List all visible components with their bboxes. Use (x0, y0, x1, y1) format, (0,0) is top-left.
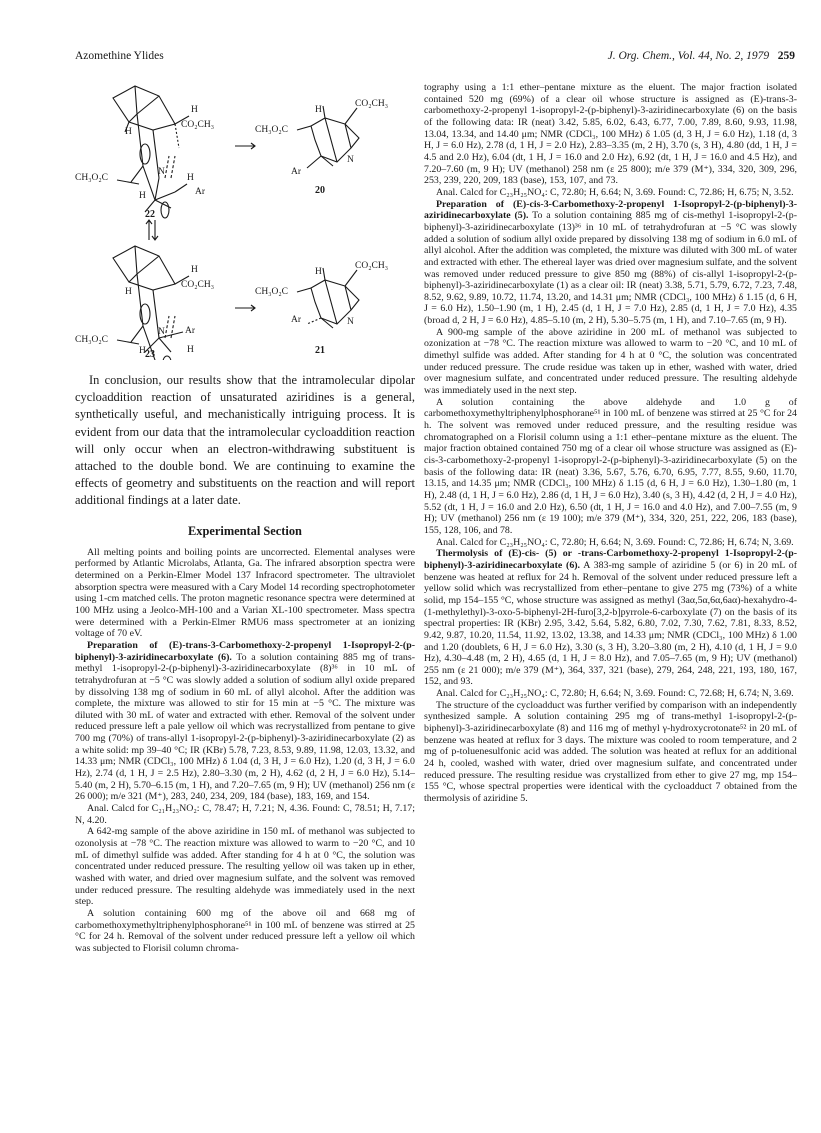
label-ch3o2c: CH₃O₂C (75, 173, 109, 183)
label-co2ch3: CO₂CH₃ (181, 120, 215, 130)
paragraph-body: To a solution containing 885 mg of trans-methyl 1-isopropyl-2-(p-biphenyl)-3-aziridinecarboxylate (8)³⁶ in 10 mL of tetrahydrofuran at −5 °C was slowly added a solution of sodium allyl oxide prepared by dissolving 138 mg of sodium in 60 mL of allyl alcohol. After the addition was complete, the mixture was allowed to stir for 15 min at −5 °C. The mixture was diluted with 30 mL of water and extracted with ether. Removal of the solvent under reduced pressure left a pale yellow oil which was recrystallized from pentane to give 700 mg (70%) of trans-allyl 1-isopropyl-2-(p-biphenyl)-3-aziridinecarboxylate (2) as a white solid: mp 39–40 °C; IR (KBr) 5.78, 7.23, 8.53, 9.89, 11.98, 12.03, 13.32, and 14.33 μm; NMR (CDCl₃, 100 MHz) δ 1.04 (d, 3 H, J = 6.0 Hz), 1.20 (d, 3 H, J = 6.0 Hz), 2.74 (d, 1 H, J = 2.5 Hz), 2.80–3.30 (m, 2 H), 4.62 (d, 2 H, J = 6.0 Hz), 5.14–5.40 (m, 2 H), 5.70–6.15 (m, 1 H), and 7.20–7.65 (m, 9 H); UV (methanol) 256 nm (ε 26 000); m/e 321 (M⁺), 283, 240, 234, 209, 184 (base), 183, 169, and 154. (75, 651, 415, 803)
section-title: Experimental Section (188, 523, 302, 538)
label-h: H (191, 105, 198, 115)
paragraph: A solution containing the above aldehyde and 1.0 g of carbomethoxymethyltriphenylphosphorane⁵¹ in 100 mL of benzene was stirred at 25 °C for 24 h. The solvent was removed under reduced pressure, and the resulting residue was chromatographed on a Florisil column using a 1:1 ether–pentane mixture as the eluent. The major fraction obtained contained 750 mg of a clear oil whose structure was assigned as (E)-cis-3-carbomethoxy-2-propenyl 1-isopropyl-2-(p-biphenyl)-3-aziridinecarboxylate (5) on the basis of the following data: IR (neat) 3.36, 5.67, 5.76, 6.70, 6.95, 7.77, 8.55, 9.60, 11.70, 13.15, and 14.35 μm; NMR (CDCl₃, 100 MHz) δ 1.15 (d, 6 H, J = 6.0 Hz), 1.30–1.80 (m, 1 H), 2.48 (d, 1 H, J = 6.0 Hz), 2.86 (d, 1 H, J = 6.0 Hz), 3.40 (s, 3 H), 4.42 (d, 2 H, J = 4.0 Hz), 5.52 (dt, 1 H, J = 16.0 and 2.0 Hz), 6.50 (dt, 1 H, J = 16.0 and 4.0 Hz), and 7.00–7.55 (m, 9 H); UV (methanol) 256 nm (ε 19 100); m/e 379 (M⁺), 334, 320, 251, 222, 206, 183 (base), 155, 128, 106, and 78. (424, 396, 797, 536)
paragraph (75, 640, 415, 803)
label-h: H (139, 346, 146, 356)
paragraph: Anal. Calcd for C₂₃H₂₅NO₄: C, 72.80; H, 6.64; N, 3.69. Found: C, 72.68; H, 6.74; N, 3.69. (436, 688, 794, 700)
label-h: H (125, 287, 132, 297)
running-header (75, 50, 795, 66)
label-h: H (315, 267, 322, 277)
paragraph: A 900-mg sample of the above aziridine in 200 mL of methanol was subjected to ozonization at −78 °C. The reaction mixture was allowed to warm to −20 °C, and 10 mL of dimethyl sulfide was added. After standing for 4 h at 0 °C, the solution was concentrated under reduced pressure. The crude residue was taken up in ether, washed with water, dried over magnesium sulfate, and concentrated under reduced pressure. The resulting aldehyde was immediately used in the next step. (424, 326, 797, 397)
paragraph-body: A 383-mg sample of aziridine 5 (or 6) in 20 mL of benzene was heated at reflux for 24 h. Removal of the solvent under reduced pressure left a yellow solid which was recrystallized from ether–pentane to give 275 mg (73%) of a white solid, mp 154–155 °C, whose structure was assigned as methyl (3aα,5α,6α,6aα)-hexahydro-4-(1-methylethyl)-3-oxo-5-biphenyl-2H-furo[3,2-b]pyrrole-6-carboxylate (7) on the basis of its spectral properties: IR (KBr) 2.95, 3.42, 5.64, 5.82, 6.80, 7.02, 7.30, 7.62, 7.81, 8.33, 8.52, 9.42, 9.87, 10.20, 11.54, 11.92, 13.02, 13.38, and 14.33 μm; NMR (CDCl₃, 100 MHz) δ 1.00 and 1.20 (doublets, 6 H, J = 6.0 Hz), 3.30 (s, 3 H), 3.20–3.80 (m, 2 H), 4.10 (d, 1 H, J = 9.0 Hz), 4.30–4.48 (m, 2 H), 4.65 (d, 1 H, J = 8.0 Hz), and 7.05–7.65 (m, 9 H); UV (methanol) 255 nm (ε 21 000); m/e 379 (M⁺), 364, 337, 321 (base), 279, 264, 248, 221, 193, 180, 167, 152, and 93. (424, 559, 797, 688)
label-co2ch3: CO₂CH₃ (355, 261, 389, 271)
compound-number-23: 23 (145, 349, 155, 360)
header-journal (608, 50, 795, 62)
paragraph: Anal. Calcd for C₂₃H₂₅NO₄: C, 72.80; H, 6.64; N, 3.69. Found: C, 72.86; H, 6.74; N, 3.69. (436, 536, 794, 548)
label-h: H (315, 105, 322, 115)
paragraph (424, 548, 797, 688)
conclusion-paragraph: In conclusion, our results show that the intramolecular dipolar cycloaddition reaction of unsaturated aziridines is a general, synthetically useful, and mechanistically intriguing process. It is evident from our data that the intramolecular cycloaddition reaction will only occur when an electron-withdrawing substituent is attached to the double bond. We are continuing to examine the effects of geometry and substituents on the reaction and will report additional findings at a later date. (75, 373, 415, 508)
reaction-scheme (75, 70, 415, 360)
label-ch3o2c: CH₃O₂C (75, 335, 109, 345)
label-n: N (158, 167, 165, 177)
label-h: H (187, 173, 194, 183)
journal-citation: J. Org. Chem., Vol. 44, No. 2, 1979 (607, 50, 770, 62)
label-ar: Ar (291, 315, 302, 325)
page-number: 259 (777, 50, 795, 62)
label-n: N (158, 327, 165, 337)
compound-number-21: 21 (315, 345, 325, 356)
label-h: H (187, 345, 194, 355)
label-h: H (191, 265, 198, 275)
paragraph-heading: Preparation of (E)-trans-3-Carbomethoxy-2-propenyl 1-Isopropyl-2-(p-biphenyl)-3-aziridinecarboxylate (6). (75, 639, 415, 663)
label-ar: Ar (185, 326, 196, 336)
left-column (75, 372, 415, 955)
label-ar: Ar (291, 167, 302, 177)
label-h: H (125, 127, 132, 137)
label-n: N (347, 155, 354, 165)
paragraph: Anal. Calcd for C₂₃H₂₅NO₄: C, 72.80; H, 6.64; N, 3.69. Found: C, 72.86; H, 6.75; N, 3.52. (436, 186, 794, 198)
paragraph-heading: Preparation of (E)-cis-3-Carbomethoxy-2-propenyl 1-Isopropyl-2-(p-biphenyl)-3-aziridinecarboxylate (5). (424, 198, 797, 222)
scheme-drawing (75, 70, 415, 360)
paragraph: A solution containing 600 mg of the above oil and 668 mg of carbomethoxymethyltriphenylphosphorane⁵¹ in 100 mL of benzene was stirred at 25 °C for 24 h. Removal of the solvent under reduced pressure left a yellow oil which was subjected to Florisil column chroma- (75, 907, 415, 954)
paragraph: A 642-mg sample of the above aziridine in 150 mL of methanol was subjected to ozonolysis at −78 °C. The reaction mixture was allowed to warm to −20 °C, and 10 mL of dimethyl sulfide was added. After standing for 4 h at 0 °C, the solution was concentrated under reduced pressure. The resulting yellow oil was taken up in ether, washed with water, and dried over magnesium sulfate, and the solvent was removed under reduced pressure. The resulting aldehyde was immediately used in the next step. (75, 826, 415, 908)
label-ch3o2c: CH₃O₂C (255, 287, 289, 297)
paragraph: tography using a 1:1 ether–pentane mixture as the eluent. The major fraction isolated contained 520 mg (69%) of a clear oil whose structure is assigned as (E)-trans-3-carbomethoxy-2-propenyl 1-isopropyl-2-(p-biphenyl)-3-aziridinecarboxylate (6) on the basis of the following data: IR (neat) 3.42, 5.85, 6.02, 6.43, 6.77, 7.00, 7.89, 8.60, 9.93, 11.98, 13.04, 13.34, and 14.40 μm; NMR (CDCl₃, 100 MHz) δ 1.05 (d, 3 H, J = 6.0 Hz), 1.18 (d, 3 H, J = 6.0 Hz), 2.78 (d, 1 H, J = 2.0 Hz), 2.83–3.35 (m, 2 H), 3.70 (s, 3 H), 4.80 (dd, 1 H, J = 4.5 and 2.0 Hz), 6.04 (dt, 1 H, J = 16.0 and 2.0 Hz), 6.92 (dt, 1 H, J = 16.0 and 4.5 Hz), and 7.20–7.60 (m, 9 H); UV (methanol) 258 nm (ε 25 800); m/e 379 (M⁺), 334, 320, 309, 296, 253, 239, 220, 209, 183 (base), 153, 107, and 73. (424, 82, 797, 187)
right-column (424, 82, 797, 805)
compound-number-20: 20 (315, 185, 325, 196)
header-title: Azomethine Ylides (75, 50, 164, 62)
paragraph: The structure of the cycloadduct was further verified by comparison with an independently synthesized sample. A solution containing 295 mg of trans-methyl 1-isopropyl-2-(p-biphenyl)-3-aziridinecarboxylate (8) and 116 mg of methyl γ-hydroxycrotonate⁵² in 20 mL of benzene was heated at reflux for 3 days. The mixture was cooled to room temperature, and 2 mg of p-toluenesulfonic acid was added. The solution was heated at reflux for an additional 24 h, cooled, washed with water, dried over magnesium sulfate, and concentrated under reduced pressure. The resulting residue was crystallized from ether to give 27 mg, mp 154–155 °C, whose spectral properties were identical with the cycloadduct 7 obtained from the thermolysis of aziridine 5. (424, 699, 797, 805)
label-n: N (347, 317, 354, 327)
paragraph: All melting points and boiling points are uncorrected. Elemental analyses were performed by Atlantic Microlabs, Atlanta, Ga. The infrared absorption spectra were determined on a Perkin-Elmer Model 137 Infracord spectrometer. The ultraviolet absorption spectra were measured with a Cary Model 14 recording spectrophotometer using 1-cm matched cells. The proton magnetic resonance spectra were determined at 100 MHz using a Jeolco-MH-100 and a Varian XL-100 spectrometer. Mass spectra were determined with a Perkin-Elmer RMU6 mass spectrometer at an ionizing voltage of 70 eV. (75, 546, 415, 640)
paragraph-body: To a solution containing 885 mg of cis-methyl 1-isopropyl-2-(p-biphenyl)-3-aziridinecarboxylate (13)³⁶ in 10 mL of tetrahydrofuran at −5 °C was slowly added a solution of sodium allyl oxide prepared by dissolving 138 mg of sodium in 6.0 mL of allyl alcohol. After the addition was completed, the mixture was diluted with 300 mL of water and extracted with ether. The ethereal layer was dried over magnesium sulfate, and the solvent was removed under reduced pressure to give 850 mg (88%) of cis-allyl 1-isopropyl-2-(p-biphenyl)-3-aziridinecarboxylate (1) as a clear oil: IR (neat) 3.38, 5.71, 5.79, 6.72, 7.23, 7.48, 8.52, 9.62, 9.89, 10.72, 11.74, 13.20, and 14.31 μm; NMR (CDCl₃, 100 MHz) δ 1.15 (d, 6 H, J = 6.0 Hz), 1.50–1.90 (m, 1 H), 2.45 (d, 1 H, J = 7.0 Hz), 2.85 (d, 1 H, J = 7.0 Hz), 4.35 (broad d, 2 H, J = 6.0 Hz), 4.85–5.10 (m, 2 H), 5.30–5.75 (m, 1 H), and 7.10–7.65 (m, 9 H). (424, 210, 797, 327)
label-h: H (139, 191, 146, 201)
label-co2ch3: CO₂CH₃ (355, 99, 389, 109)
label-ar: Ar (195, 187, 206, 197)
paragraph: Anal. Calcd for C₂₁H₂₃NO₂: C, 78.47; H, 7.21; N, 4.36. Found: C, 78.51; H, 7.17; N, 4.20. (75, 803, 415, 826)
compound-number-22: 22 (145, 209, 155, 220)
paragraph (424, 199, 797, 327)
paragraph-heading: Thermolysis of (E)-cis- (5) or -trans-Carbomethoxy-2-propenyl 1-Isopropyl-2-(p-biphenyl)-3-aziridinecarboxylate (6). (424, 548, 797, 571)
label-ch3o2c: CH₃O₂C (255, 125, 289, 135)
label-co2ch3: CO₂CH₃ (181, 280, 215, 290)
